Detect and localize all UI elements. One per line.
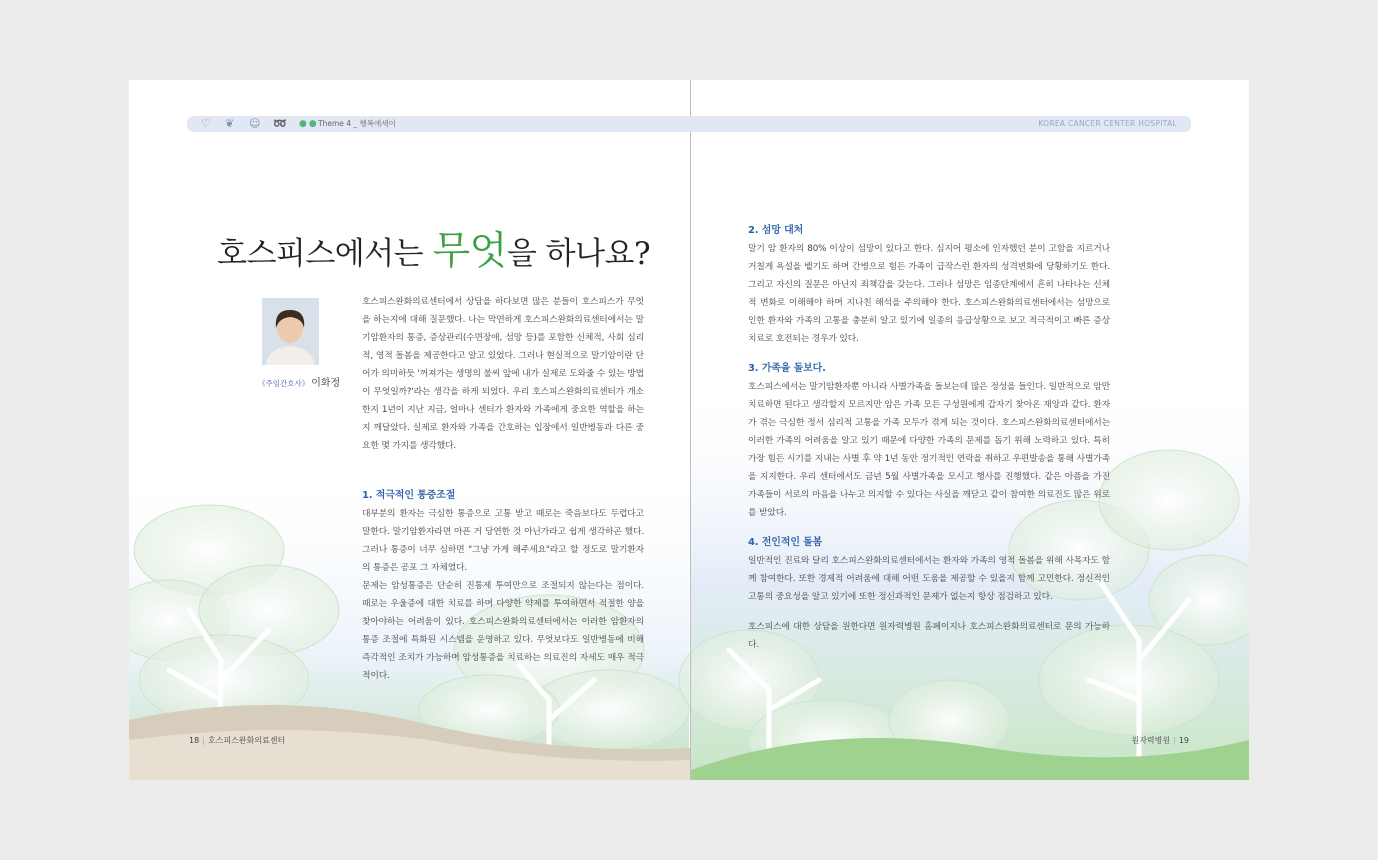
author-photo [262, 298, 319, 365]
title-before: 호스피스에서는 [217, 236, 433, 272]
left-folio-label: 호스피스완화의료센터 [207, 736, 286, 745]
closing-paragraph: 호스피스에 대한 상담을 원한다면 원자력병원 홈페이지나 호스피스완화의료센터로 문의 가능하다. [748, 622, 1110, 650]
section-paragraph: 일반적인 진료와 달리 호스피스완화의료센터에서는 환자와 가족의 영적 돌봄을 위해 사목자도 함께 참여한다. 또한 경제적 어려움에 대해 어떤 도움을 제공할 수 있을지 함께 고민한다. 정신적인 고통의 중요성을 알고 있기에 또한 정신과적인 문제가 없는지 항상 점검하고 있다. [748, 556, 1110, 602]
right-column [748, 222, 1110, 654]
section-heading: 4. 전인적인 돌봄 [748, 537, 823, 548]
left-page-number: 18 [189, 736, 200, 745]
dots-icon: ●● [299, 119, 319, 129]
right-folio: 원자력병원 | 19 [1131, 736, 1189, 745]
ribbon-icon: ➿ [273, 117, 287, 130]
section-paragraph: 호스피스에서는 말기암환자뿐 아니라 사별가족을 돌보는데 많은 정성을 들인다. 일반적으로 암만 치료하면 된다고 생각할지 모르지만 암은 가족 모든 구성원에게 갑자기 찾아온 재앙과 같다. 환자가 겪는 극심한 정서 심리적 고통을 가족 모두가 겪게 되는 것이다. 호스피스완화의료센터에서는 이러한 가족의 어려움을 알고 있기 때문에 다양한 가족의 문제를 돕기 위해 노력하고 있다. 특히 가장 힘든 시기를 지내는 사별 후 약 1년 동안 정기적인 연락을 취하고 우편발송을 통해 사별가족을 지지한다. 우리 센터에서도 금년 5월 사별가족을 모시고 행사를 진행했다. 같은 아픔을 가진 가족들이 서로의 마음을 나누고 의지할 수 있다는 사실을 깨닫고 같이 참여한 의료진도 많은 위로를 받았다. [748, 382, 1110, 518]
author-role: 《주임간호사》 [258, 379, 310, 388]
section-heading: 2. 섬망 대처 [748, 225, 804, 236]
section-paragraph: 문제는 암성통증은 단순히 진통제 투여만으로 조절되지 않는다는 점이다. 때로는 우울증에 대한 치료를 하며 다양한 약제를 투여하면서 적절한 양을 찾아야하는 어려움이 있다. 호스피스완화의료센터에서는 이러한 암환자의 통증 조절에 특화된 시스템을 운영하고 있다. 무엇보다도 일반병동에 비해 즉각적인 조치가 가능하며 암성통증을 치료하는 의료진의 자세도 매우 적극적이다. [362, 581, 644, 681]
right-page-number: 19 [1178, 736, 1189, 745]
section-heading: 3. 가족을 돌보다. [748, 363, 826, 374]
theme-label: Theme 4 _ 행복에세이 [318, 119, 396, 128]
section-1 [362, 487, 644, 685]
magazine-spread [129, 80, 1249, 780]
brand-label: KOREA CANCER CENTER HOSPITAL [1038, 119, 1177, 128]
heartbeat-icon: ♡ [201, 117, 211, 130]
leaf-hand-icon: ❦ [225, 117, 235, 130]
section-heading: 1. 적극적인 통증조절 [362, 490, 456, 501]
left-folio: 18 | 호스피스완화의료센터 [189, 736, 286, 745]
author-credit [258, 374, 341, 389]
article-title [217, 220, 657, 276]
section-paragraph: 말기 암 환자의 80% 이상이 섬망이 있다고 한다. 심지어 평소에 인자했던 분이 고함을 지르거나 거칠게 욕설을 뱉기도 하며 간병으로 힘든 가족이 급작스런 환자의 성격변화에 당황하기도 한다. 그리고 자신의 질문은 아닌지 죄책감을 갖는다. 그러나 섬망은 임종단계에서 흔히 나타나는 신체적 변화로 이해해야 하며 지나친 해석을 주의해야 한다. 호스피스완화의료센터에서는 섬망으로 인한 환자와 가족의 고통을 충분히 알고 있기에 일종의 응급상황으로 보고 적극적이고 빠른 증상 치료로 호전되는 경우가 있다. [748, 244, 1110, 344]
title-after: 을 하나요? [506, 236, 651, 272]
author-name: 이화정 [311, 378, 341, 389]
right-folio-label: 원자력병원 [1131, 736, 1171, 745]
section-paragraph: 대부분의 환자는 극심한 통증으로 고통 받고 때로는 죽음보다도 두렵다고 말한다. 말기암환자라면 아픈 거 당연한 것 아닌가라고 쉽게 생각하곤 했다. 그러나 통증이 너무 심하면 "그냥 가게 해주세요"라고 할 정도로 말기환자의 통증은 공포 그 자체였다. [362, 509, 644, 573]
running-header [187, 116, 1191, 132]
intro-paragraph: 호스피스완화의료센터에서 상담을 하다보면 많은 분들이 호스피스가 무엇을 하는지에 대해 질문했다. 나는 막연하게 호스피스완화의료센터에서는 말기암환자의 통증, 증상관리(수면장애, 섬망 등)를 포함한 신체적, 사회 심리적, 영적 돌봄을 제공한다고 알고 있었다. 그러나 현실적으로 말기암이란 단어가 의미하듯 '꺼져가는 생명의 불씨 앞에 내가 실제로 도와줄 수 있는 방법이 무엇일까?'라는 생각을 하게 되었다. 우리 호스피스완화의료센터가 개소한지 1년이 지난 지금, 얼마나 센터가 환자와 가족에게 중요한 역할을 하는지 깨달았다. 실제로 환자와 가족을 간호하는 입장에서 일반병동과 다른 중요한 몇 가지를 생각했다. [362, 297, 644, 451]
person-icon: ☺ [249, 117, 261, 130]
page-fold [690, 80, 691, 780]
intro-column [362, 293, 644, 455]
title-accent: 무엇 [432, 229, 507, 274]
